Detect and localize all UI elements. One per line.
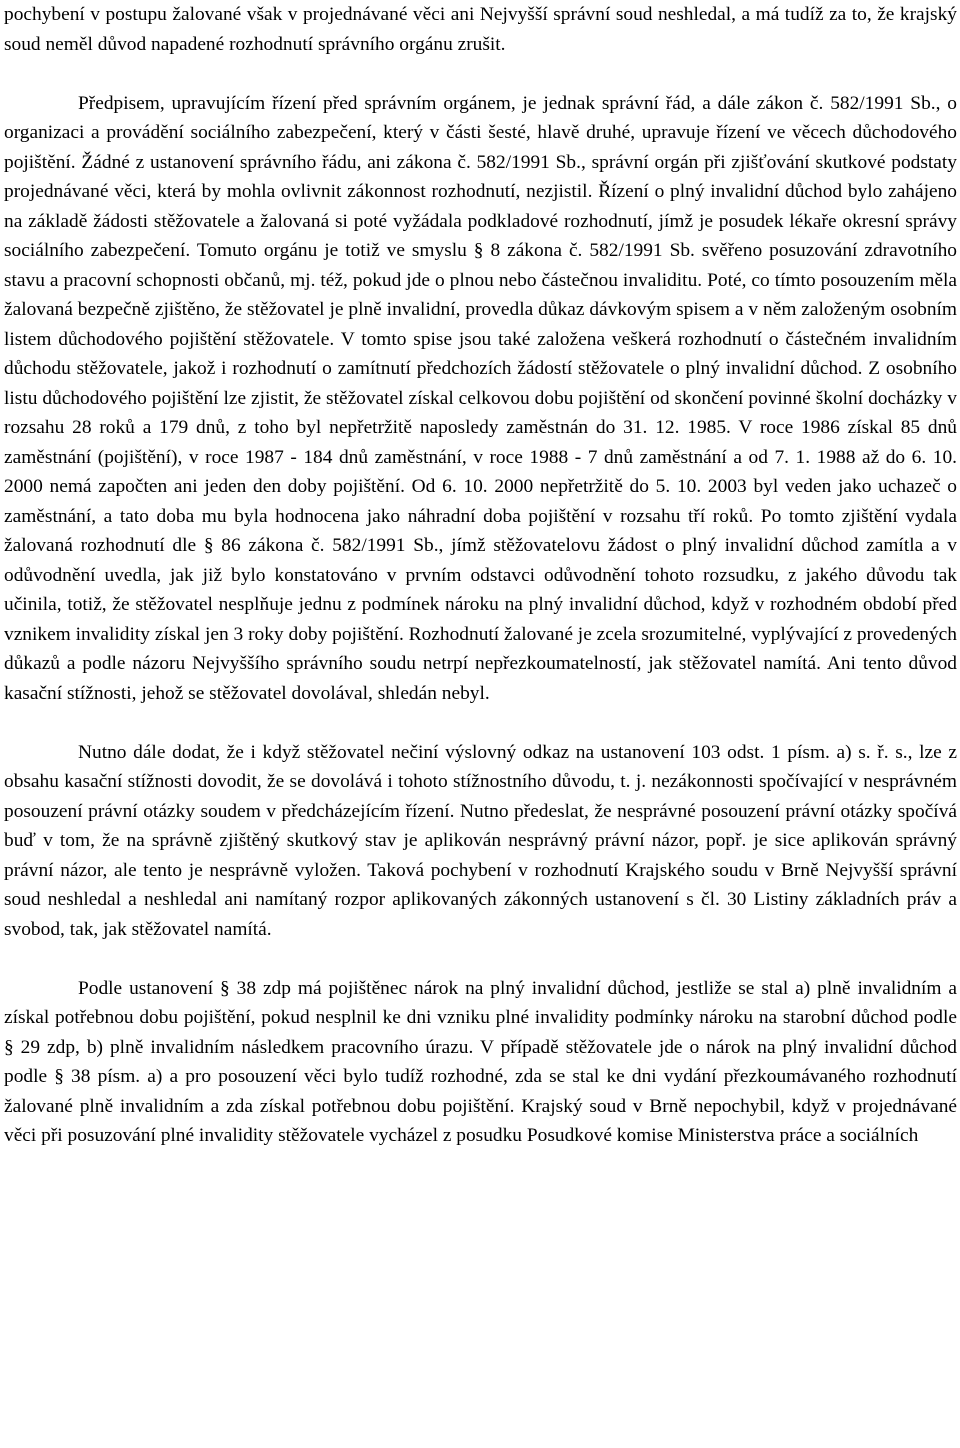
paragraph-4: Podle ustanovení § 38 zdp má pojištěnec nárok na plný invalidní důchod, jestliže se stal a) plně invalidním a získal potřebnou dobu pojištění, pokud nesplnil ke dni vzniku plné invalidity podmínky nároku na starobní důchod podle § 29 zdp, b) plně invalidním následkem pracovního úrazu. V případě stěžovatele jde o nárok na plný invalidní důchod podle § 38 písm. a) a pro posouzení věci bylo tudíž rozhodné, zda se stal ke dni vydání přezkoumávaného rozhodnutí žalované plně invalidním a zda získal potřebnou dobu pojištění. Krajský soud v Brně nepochybil, když v projednávané věci při posuzování plné invalidity stěžovatele vycházel z posudku Posudkové komise Ministerstva práce a sociálních: [4, 977, 957, 1146]
paragraph-2: Předpisem, upravujícím řízení před správním orgánem, je jednak správní řád, a dále zákon č. 582/1991 Sb., o organizaci a provádění sociálního zabezpečení, který v části šesté, hlavě druhé, upravuje řízení ve věcech důchodového pojištění. Žádné z ustanovení správního řádu, ani zákona č. 582/1991 Sb., správní orgán při zjišťování skutkové podstaty projednávané věci, která by mohla ovlivnit zákonnost rozhodnutí, nezjistil. Řízení o plný invalidní důchod bylo zahájeno na základě žádosti stěžovatele a žalovaná si poté vyžádala podkladové rozhodnutí, jímž je posudek lékaře okresní správy sociálního zabezpečení. Tomuto orgánu je totiž ve smyslu § 8 zákona č. 582/1991 Sb. svěřeno posuzování zdravotního stavu a pracovní schopnosti občanů, mj. též, pokud jde o plnou nebo částečnou invaliditu. Poté, co tímto posouzením měla žalovaná bezpečně zjištěno, že stěžovatel je plně invalidní, provedla důkaz dávkovým spisem a v něm založeným osobním listem důchodového pojištění stěžovatele. V tomto spise jsou také založena veškerá rozhodnutí o částečném invalidním důchodu stěžovatele, jakož i rozhodnutí o zamítnutí předchozích žádostí stěžovatele o plný invalidní důchod. Z osobního listu důchodového pojištění lze zjistit, že stěžovatel získal celkovou dobu pojištění od skončení povinné školní docházky v rozsahu 28 roků a 179 dnů, z toho byl nepřetržitě naposledy zaměstnán do 31. 12. 1985. V roce 1986 získal 85 dnů zaměstnání (pojištění), v roce 1987 - 184 dnů zaměstnání, v roce 1988 - 7 dnů zaměstnání a od 7. 1. 1988 až do 6. 10. 2000 nemá započten ani jeden den doby pojištění. Od 6. 10. 2000 nepřetržitě do 5. 10. 2003 byl veden jako uchazeč o zaměstnání, a tato doba mu byla hodnocena jako náhradní doba pojištění v rozsahu tří roků. Po tomto zjištění vydala žalovaná rozhodnutí dle § 86 zákona č. 582/1991 Sb., jímž stěžovatelovu žádost o plný invalidní důchod zamítla a v odůvodnění uvedla, jak již bylo konstatováno v prvním odstavci odůvodnění tohoto rozsudku, z jakého důvodu tak učinila, totiž, že stěžovatel nesplňuje jednu z podmínek nároku na plný invalidní důchod, když v rozhodném období před vznikem invalidity získal jen 3 roky doby pojištění. Rozhodnutí žalované je zcela srozumitelné, vyplývající z provedených důkazů a podle názoru Nejvyššího správního soudu netrpí nepřezkoumatelností, jak stěžovatel namítá. Ani tento důvod kasační stížnosti, jehož se stěžovatel dovolával, shledán nebyl.: [4, 92, 957, 704]
paragraph-spacer: [4, 59, 957, 89]
paragraph-spacer: [4, 708, 957, 738]
paragraph-1: pochybení v postupu žalované však v projednávané věci ani Nejvyšší správní soud neshledal, a má tudíž za to, že krajský soud neměl důvod napadené rozhodnutí správního orgánu zrušit.: [4, 4, 957, 55]
paragraph-3: Nutno dále dodat, že i když stěžovatel nečiní výslovný odkaz na ustanovení 103 odst. 1 písm. a) s. ř. s., lze z obsahu kasační stížnosti dovodit, že se dovolává i tohoto stížnostního důvodu, t. j. nezákonnosti spočívající v nesprávném posouzení právní otázky soudem v předcházejícím řízení. Nutno předeslat, že nesprávné posouzení právní otázky spočívá buď v tom, že na správně zjištěný skutkový stav je aplikován nesprávný právní názor, popř. je sice aplikován správný právní názor, ale tento je nesprávně vyložen. Taková pochybení v rozhodnutí Krajského soudu v Brně Nejvyšší správní soud neshledal a neshledal ani namítaný rozpor aplikovaných zákonných ustanovení s čl. 30 Listiny základních práv a svobod, tak, jak stěžovatel namítá.: [4, 741, 957, 940]
paragraph-spacer: [4, 944, 957, 974]
